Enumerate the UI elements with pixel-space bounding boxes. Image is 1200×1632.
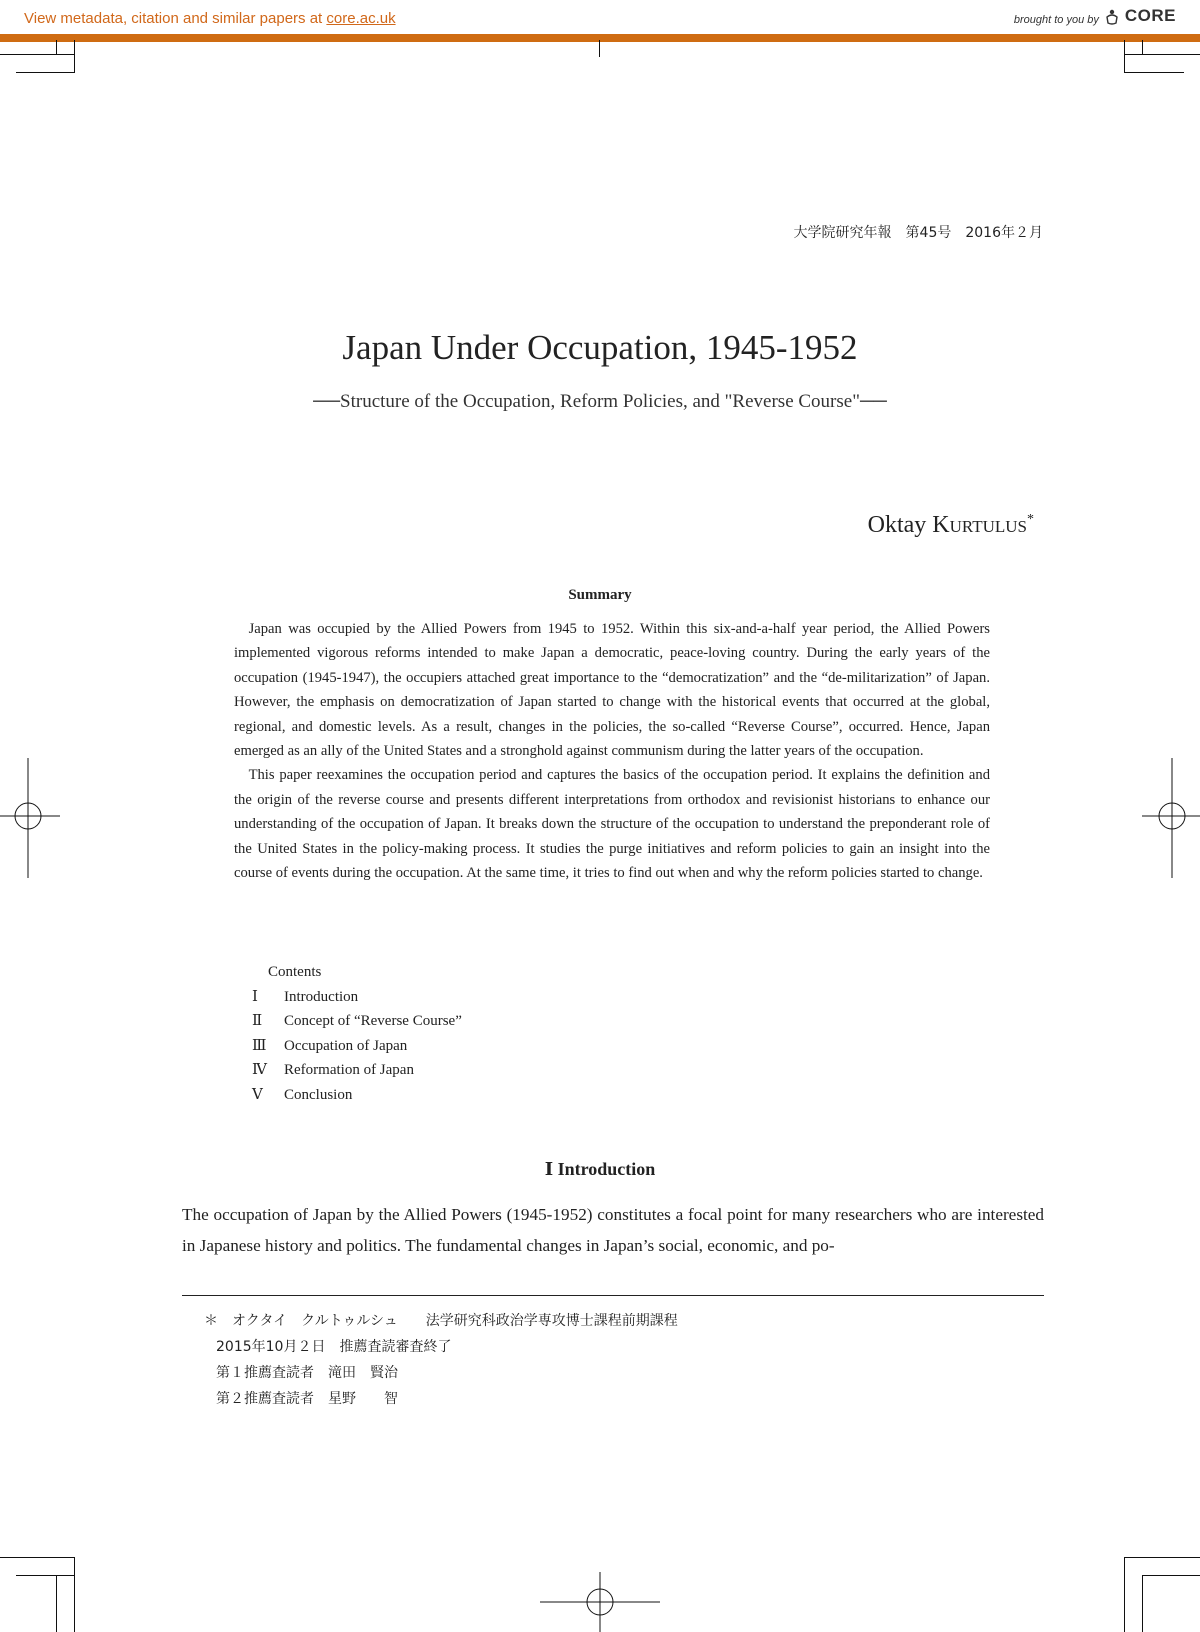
footnote	[204, 1308, 678, 1412]
core-logo-text: CORE	[1124, 6, 1176, 25]
core-logo-icon	[1105, 8, 1119, 26]
core-banner-rule	[0, 34, 1200, 42]
toc-item	[252, 1083, 462, 1108]
core-link[interactable]: core.ac.uk	[326, 10, 396, 27]
core-brought-by: brought to you by	[1013, 14, 1099, 26]
core-brand[interactable]	[1014, 6, 1176, 26]
registration-mark-right	[1138, 758, 1200, 878]
introduction-body: The occupation of Japan by the Allied Powers (1945-1952) constitutes a focal point for many researchers who are interested in Japanese history and politics. The fundamental changes in Japan’s social, economic, and po-	[182, 1205, 1044, 1255]
author-family-name: Kurtulus	[932, 512, 1027, 538]
footnote-divider	[182, 1295, 1044, 1296]
summary-heading: Summary	[568, 587, 632, 603]
footnote-line: 第２推薦査読者 星野 智	[216, 1391, 398, 1407]
toc-item	[252, 1034, 462, 1059]
registration-mark-bottom	[540, 1572, 660, 1632]
footnote-line: 第１推薦査読者 滝田 賢治	[216, 1365, 398, 1381]
registration-mark-left	[0, 758, 62, 878]
toc-label: Concept of “Reverse Course”	[284, 1013, 462, 1030]
table-of-contents	[252, 960, 462, 1108]
summary-section	[234, 617, 990, 885]
footnote-line: ＊ オクタイ クルトゥルシュ 法学研究科政治学専攻博士課程前期課程	[204, 1313, 678, 1329]
journal-header: 大学院研究年報 第45号 2016年２月	[793, 225, 1043, 241]
contents-heading: Contents	[268, 964, 322, 980]
core-link-prefix: View metadata, citation and similar papers at	[24, 10, 327, 27]
toc-number: Ⅱ	[252, 1013, 263, 1030]
toc-item	[252, 1058, 462, 1083]
toc-number: Ⅴ	[252, 1086, 263, 1103]
core-metadata-link-row	[24, 10, 396, 27]
toc-number: Ⅳ	[252, 1062, 267, 1079]
author-footnote-mark: *	[1027, 512, 1034, 527]
author-name	[868, 512, 1034, 539]
toc-label: Reformation of Japan	[284, 1062, 414, 1079]
paper-subtitle: ──Structure of the Occupation, Reform Policies, and "Reverse Course"──	[313, 391, 887, 412]
toc-label: Occupation of Japan	[284, 1037, 408, 1054]
toc-item	[252, 1009, 462, 1034]
toc-label: Conclusion	[284, 1086, 353, 1103]
paper-title: Japan Under Occupation, 1945-1952	[342, 328, 858, 367]
footnote-line: 2015年10月２日 推薦査読審査終了	[216, 1339, 452, 1355]
toc-number: Ⅲ	[252, 1037, 267, 1054]
toc-item	[252, 985, 462, 1010]
author-given-name: Oktay	[867, 512, 927, 538]
summary-paragraph: This paper reexamines the occupation period and captures the basics of the occupation period. It explains the definition and the origin of the reverse course and presents different interpretations from orthodox and revisionist historians to enhance our understanding of the occupation of Japan. It breaks down the structure of the occupation to understand the preponderant role of the United States in the policy-making process. It studies the purge initiatives and reform policies to gain an insight into the course of events during the occupation. At the same time, it tries to find out when and why the reform policies started to change.	[234, 767, 990, 882]
toc-label: Introduction	[284, 988, 359, 1005]
toc-number: Ⅰ	[252, 988, 258, 1005]
introduction-heading: Ⅰ Introduction	[544, 1159, 656, 1179]
summary-paragraph: Japan was occupied by the Allied Powers from 1945 to 1952. Within this six-and-a-half year period, the Allied Powers implemented vigorous reforms intended to make Japan a democratic, peace-loving country. During the early years of the occupation (1945-1947), the occupiers attached great importance to the “democratization” and the “de-militarization” of Japan. However, the emphasis on democratization of Japan started to change with the historical events that occurred at the global, regional, and domestic levels. As a result, changes in the policies, the so-called “Reverse Course”, occurred. Hence, Japan emerged as an ally of the United States and a stronghold against communism during the latter years of the occupation.	[234, 621, 990, 760]
